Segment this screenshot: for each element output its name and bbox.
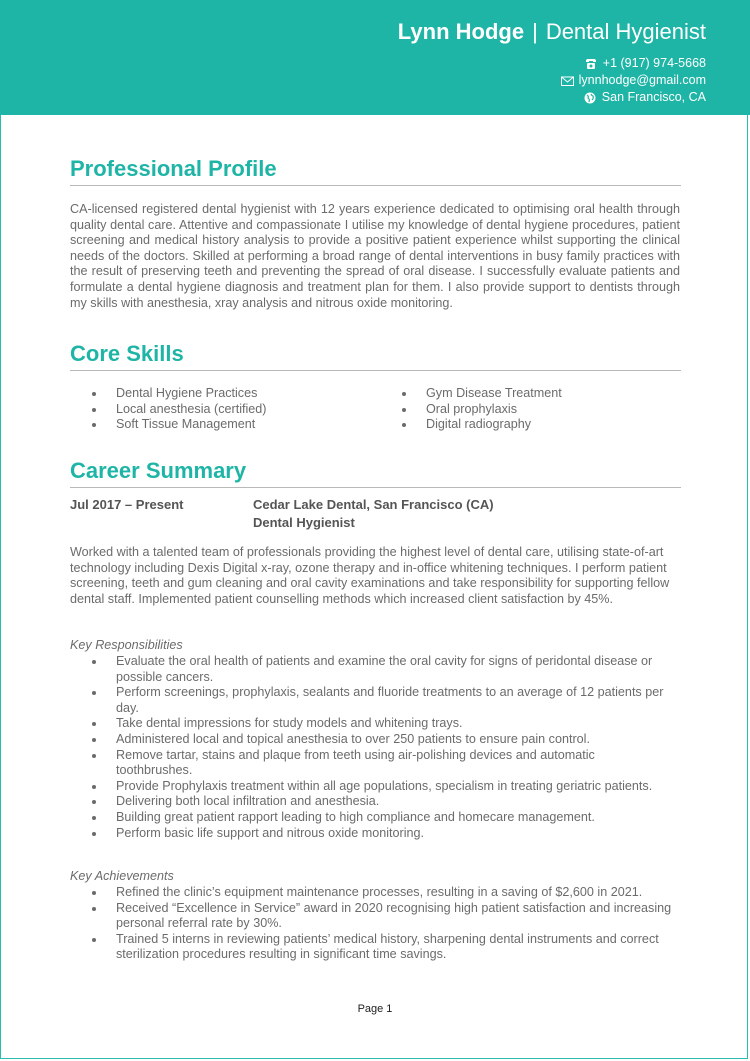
job-employer-block [253,496,494,532]
responsibilities-list [92,654,672,841]
responsibility-item: Remove tartar, stains and plaque from teeth using air-polishing devices and automatic toothbrushes. [92,748,672,779]
responsibility-item: Take dental impressions for study models and whitening trays. [92,716,672,732]
job-employer: Cedar Lake Dental, San Francisco (CA) [253,497,494,512]
responsibilities-label: Key Responsibilities [70,638,183,652]
responsibility-item: Delivering both local infiltration and anesthesia. [92,794,672,810]
job-dates: Jul 2017 – Present [70,497,184,512]
skill-item: Digital radiography [402,417,562,433]
header-banner [0,0,750,115]
responsibility-item: Building great patient rapport leading to high compliance and homecare management. [92,810,672,826]
header-title [398,19,706,45]
responsibility-item: Perform basic life support and nitrous oxide monitoring. [92,826,672,842]
achievement-item: Received “Excellence in Service” award in 2020 recognising high patient satisfaction and increasing personal referral rate by 30%. [92,901,672,932]
contact-email [561,72,706,89]
skill-item: Gym Disease Treatment [402,386,562,402]
skills-list [92,386,652,433]
candidate-role: Dental Hygienist [545,19,706,44]
responsibility-item: Provide Prophylaxis treatment within all age populations, specialism in treating geriatric patients. [92,779,672,795]
profile-section-title: Professional Profile [70,156,277,181]
title-separator: | [532,19,538,44]
achievements-list [92,885,672,963]
contact-location [561,89,706,106]
contact-block [561,55,706,106]
skills-divider [70,370,681,371]
candidate-name: Lynn Hodge [397,19,525,44]
profile-text: CA-licensed registered dental hygienist with 12 years experience dedicated to optimising oral health through quality dental care. Attentive and compassionate I utilise my knowledge of dental hygiene procedures, patient screening and medical history analysis to provide a positive patient experience whilst supporting the clinical needs of the doctors. Skilled at performing a broad range of dental interventions in busy family practices with the result of preserving teeth and preventing the spread of oral disease. I successfully evaluate patients and formulate a dental hygiene diagnosis and treatment plan for them. I also provide support to dentists through my skills with anesthesia, xray analysis and nitrous oxide monitoring. [70,202,680,310]
page-number: Page 1 [357,1003,393,1015]
skill-item: Local anesthesia (certified) [92,402,402,418]
globe-icon [584,92,596,104]
phone-text[interactable]: +1 (917) 974-5668 [602,56,706,70]
skills-column-left [92,386,402,433]
responsibility-item: Administered local and topical anesthesia to over 250 patients to ensure pain control. [92,732,672,748]
contact-phone [561,55,706,72]
skills-column-right [402,386,562,433]
skills-section-title: Core Skills [70,341,184,366]
email-link[interactable]: lynnhodge@gmail.com [578,73,706,87]
skill-item: Soft Tissue Management [92,417,402,433]
phone-icon [585,58,597,70]
skill-item: Dental Hygiene Practices [92,386,402,402]
job-summary: Worked with a talented team of professionals providing the highest level of dental care, utilising state-of-art technology including Dexis Digital x-ray, ozone therapy and in-office whitening techniques. I perform patient screening, teeth and gum cleaning and oral cavity examinations and take responsibility for supporting fellow dental staff. Implemented patient counselling methods which increased client satisfaction by 45%. [70,545,670,606]
achievement-item: Trained 5 interns in reviewing patients’ medical history, sharpening dental instruments and correct sterilization procedures resulting in significant time savings. [92,932,672,963]
career-divider [70,487,681,488]
location-text: San Francisco, CA [601,90,706,104]
envelope-icon [561,75,573,87]
job-position: Dental Hygienist [253,515,355,530]
career-section-title: Career Summary [70,458,247,483]
skill-item: Oral prophylaxis [402,402,562,418]
achievements-label: Key Achievements [70,869,174,883]
achievement-item: Refined the clinic’s equipment maintenance processes, resulting in a saving of $2,600 in 2021. [92,885,672,901]
responsibility-item: Perform screenings, prophylaxis, sealants and fluoride treatments to an average of 12 patients per day. [92,685,672,716]
profile-divider [70,185,681,186]
responsibility-item: Evaluate the oral health of patients and examine the oral cavity for signs of peridontal disease or possible cancers. [92,654,672,685]
